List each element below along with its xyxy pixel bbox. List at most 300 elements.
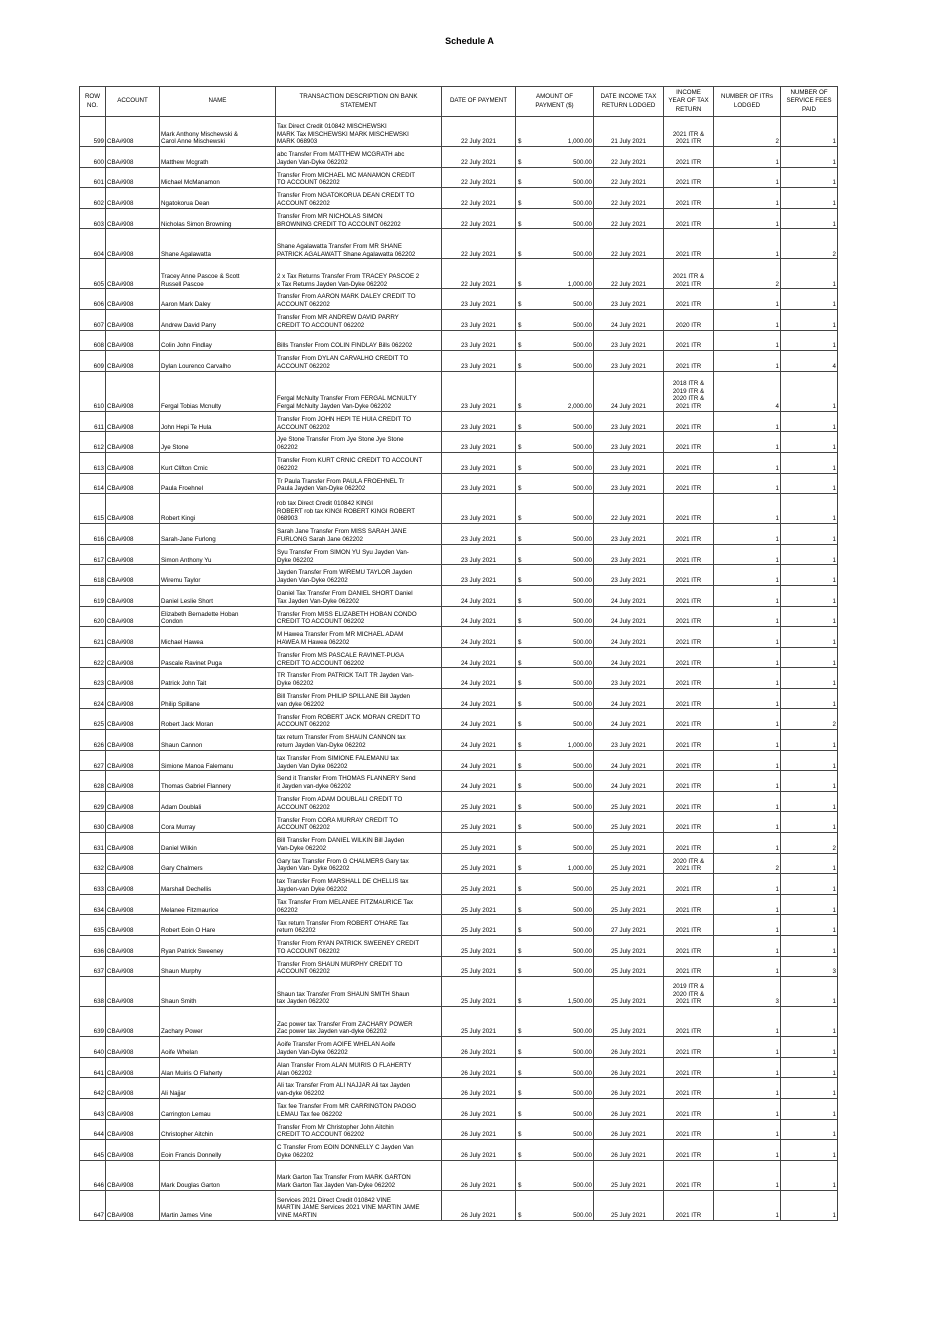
cell-amount bbox=[516, 812, 594, 833]
cell-num-itrs: 1 bbox=[714, 208, 781, 229]
table-row bbox=[80, 167, 838, 188]
cell-account: CBA#908 bbox=[106, 1140, 160, 1161]
cell-name: Robert Jack Moran bbox=[160, 709, 276, 730]
cell-amount bbox=[516, 833, 594, 854]
cell-date-of-payment: 22 July 2021 bbox=[442, 208, 516, 229]
cell-date-lodged: 24 July 2021 bbox=[594, 688, 664, 709]
cell-date-of-payment: 23 July 2021 bbox=[442, 565, 516, 586]
cell-name: Martin James Vine bbox=[160, 1190, 276, 1220]
cell-name: Cora Murray bbox=[160, 812, 276, 833]
cell-num-itrs: 1 bbox=[714, 1160, 781, 1190]
cell-num-itrs: 1 bbox=[714, 1057, 781, 1078]
header-date-lodged: DATE INCOME TAX RETURN LODGED bbox=[594, 87, 664, 117]
cell-income-year: 2019 ITR & 2020 ITR & 2021 ITR bbox=[664, 977, 714, 1007]
cell-amount bbox=[516, 915, 594, 936]
amount-value: 500.00 bbox=[573, 680, 592, 688]
amount-value: 500.00 bbox=[573, 721, 592, 729]
table-row bbox=[80, 452, 838, 473]
cell-date-of-payment: 24 July 2021 bbox=[442, 771, 516, 792]
cell-row-no: 625 bbox=[80, 709, 106, 730]
cell-date-of-payment: 23 July 2021 bbox=[442, 494, 516, 524]
cell-num-itrs: 1 bbox=[714, 668, 781, 689]
cell-row-no: 613 bbox=[80, 452, 106, 473]
cell-date-of-payment: 26 July 2021 bbox=[442, 1190, 516, 1220]
cell-description: Tax return Transfer From ROBERT O'HARE Tax return 062202 bbox=[276, 915, 442, 936]
cell-name: Michael Hawea bbox=[160, 627, 276, 648]
cell-account: CBA#908 bbox=[106, 730, 160, 751]
cell-income-year: 2021 ITR bbox=[664, 289, 714, 310]
amount-value: 500.00 bbox=[573, 535, 592, 543]
cell-name: Robert Eoin O Hare bbox=[160, 915, 276, 936]
cell-date-lodged: 27 July 2021 bbox=[594, 915, 664, 936]
cell-date-lodged: 25 July 2021 bbox=[594, 874, 664, 895]
table-row bbox=[80, 147, 838, 168]
cell-account: CBA#908 bbox=[106, 1119, 160, 1140]
cell-date-lodged: 24 July 2021 bbox=[594, 371, 664, 411]
cell-num-itrs: 2 bbox=[714, 259, 781, 289]
currency-symbol: $ bbox=[518, 423, 522, 431]
currency-symbol: $ bbox=[518, 597, 522, 605]
cell-name: Alan Muiris O Flaherty bbox=[160, 1057, 276, 1078]
cell-date-lodged: 25 July 2021 bbox=[594, 1160, 664, 1190]
cell-date-lodged: 26 July 2021 bbox=[594, 1057, 664, 1078]
cell-income-year: 2020 ITR bbox=[664, 309, 714, 330]
cell-date-of-payment: 23 July 2021 bbox=[442, 371, 516, 411]
cell-row-no: 646 bbox=[80, 1160, 106, 1190]
cell-date-of-payment: 24 July 2021 bbox=[442, 647, 516, 668]
amount-value: 500.00 bbox=[573, 597, 592, 605]
cell-account: CBA#908 bbox=[106, 1057, 160, 1078]
cell-description: tax return Transfer From SHAUN CANNON tax return Jayden Van-Dyke 062202 bbox=[276, 730, 442, 751]
table-row bbox=[80, 771, 838, 792]
cell-name: Matthew Mcgrath bbox=[160, 147, 276, 168]
cell-description: Shaun tax Transfer From SHAUN SMITH Shaun tax Jayden 062202 bbox=[276, 977, 442, 1007]
cell-income-year: 2021 ITR bbox=[664, 915, 714, 936]
cell-amount bbox=[516, 167, 594, 188]
amount-value: 500.00 bbox=[573, 577, 592, 585]
cell-income-year: 2021 ITR bbox=[664, 330, 714, 351]
cell-num-fees: 1 bbox=[781, 1160, 838, 1190]
cell-account: CBA#908 bbox=[106, 1190, 160, 1220]
cell-income-year: 2021 ITR & 2021 ITR bbox=[664, 117, 714, 147]
cell-income-year: 2021 ITR bbox=[664, 812, 714, 833]
cell-num-fees: 1 bbox=[781, 894, 838, 915]
cell-num-itrs: 1 bbox=[714, 1098, 781, 1119]
currency-symbol: $ bbox=[518, 556, 522, 564]
cell-amount bbox=[516, 585, 594, 606]
cell-date-lodged: 24 July 2021 bbox=[594, 750, 664, 771]
amount-value: 500.00 bbox=[573, 321, 592, 329]
cell-description: Transfer From JOHN HEPI TE HUIA CREDIT TO ACCOUNT 062202 bbox=[276, 411, 442, 432]
cell-row-no: 633 bbox=[80, 874, 106, 895]
cell-num-fees: 1 bbox=[781, 1190, 838, 1220]
cell-date-of-payment: 24 July 2021 bbox=[442, 668, 516, 689]
cell-name: Michael McManamon bbox=[160, 167, 276, 188]
cell-description: Alan Transfer From ALAN MUIRIS O FLAHERTY Alan 062202 bbox=[276, 1057, 442, 1078]
cell-row-no: 618 bbox=[80, 565, 106, 586]
cell-row-no: 610 bbox=[80, 371, 106, 411]
cell-num-itrs: 1 bbox=[714, 833, 781, 854]
cell-description: tax Transfer From SIMIONE FALEMANU tax Jayden Van Dyke 062202 bbox=[276, 750, 442, 771]
cell-row-no: 612 bbox=[80, 432, 106, 453]
cell-name: Mark Douglas Garton bbox=[160, 1160, 276, 1190]
cell-num-itrs: 1 bbox=[714, 647, 781, 668]
cell-date-of-payment: 26 July 2021 bbox=[442, 1119, 516, 1140]
cell-num-itrs: 1 bbox=[714, 791, 781, 812]
cell-account: CBA#908 bbox=[106, 473, 160, 494]
cell-amount bbox=[516, 956, 594, 977]
table-row bbox=[80, 432, 838, 453]
cell-num-fees: 1 bbox=[781, 874, 838, 895]
cell-account: CBA#908 bbox=[106, 208, 160, 229]
cell-date-lodged: 25 July 2021 bbox=[594, 1007, 664, 1037]
table-row bbox=[80, 606, 838, 627]
cell-date-of-payment: 23 July 2021 bbox=[442, 309, 516, 330]
cell-date-lodged: 23 July 2021 bbox=[594, 524, 664, 545]
currency-symbol: $ bbox=[518, 680, 522, 688]
table-row bbox=[80, 229, 838, 259]
cell-description: Transfer From MS PASCALE RAVINET-PUGA CREDIT TO ACCOUNT 062202 bbox=[276, 647, 442, 668]
cell-amount bbox=[516, 1007, 594, 1037]
cell-date-lodged: 21 July 2021 bbox=[594, 117, 664, 147]
cell-date-lodged: 24 July 2021 bbox=[594, 627, 664, 648]
cell-row-no: 599 bbox=[80, 117, 106, 147]
cell-name: Colin John Findlay bbox=[160, 330, 276, 351]
cell-account: CBA#908 bbox=[106, 188, 160, 209]
cell-row-no: 632 bbox=[80, 853, 106, 874]
cell-description: Transfer From KURT CRNIC CREDIT TO ACCOUNT 062202 bbox=[276, 452, 442, 473]
cell-date-of-payment: 23 July 2021 bbox=[442, 432, 516, 453]
cell-account: CBA#908 bbox=[106, 668, 160, 689]
cell-date-of-payment: 26 July 2021 bbox=[442, 1057, 516, 1078]
cell-num-itrs: 1 bbox=[714, 289, 781, 310]
currency-symbol: $ bbox=[518, 1069, 522, 1077]
currency-symbol: $ bbox=[518, 1028, 522, 1036]
cell-amount bbox=[516, 668, 594, 689]
cell-date-of-payment: 25 July 2021 bbox=[442, 977, 516, 1007]
header-num-fees: NUMBER OF SERVICE FEES PAID bbox=[781, 87, 838, 117]
cell-num-fees: 1 bbox=[781, 1098, 838, 1119]
header-row bbox=[80, 87, 838, 117]
cell-date-of-payment: 25 July 2021 bbox=[442, 853, 516, 874]
cell-income-year: 2021 ITR bbox=[664, 1037, 714, 1058]
cell-num-itrs: 1 bbox=[714, 688, 781, 709]
amount-value: 1,500.00 bbox=[567, 998, 592, 1006]
cell-date-lodged: 24 July 2021 bbox=[594, 647, 664, 668]
currency-symbol: $ bbox=[518, 1131, 522, 1139]
cell-income-year: 2021 ITR bbox=[664, 432, 714, 453]
cell-amount bbox=[516, 544, 594, 565]
cell-num-itrs: 1 bbox=[714, 309, 781, 330]
cell-description: Tax fee Transfer From MR CARRINGTON PAOGO LEMAU Tax fee 062202 bbox=[276, 1098, 442, 1119]
cell-income-year: 2021 ITR bbox=[664, 606, 714, 627]
cell-num-fees: 1 bbox=[781, 1078, 838, 1099]
table-row bbox=[80, 208, 838, 229]
cell-amount bbox=[516, 771, 594, 792]
cell-date-lodged: 22 July 2021 bbox=[594, 167, 664, 188]
cell-account: CBA#908 bbox=[106, 1160, 160, 1190]
amount-value: 500.00 bbox=[573, 200, 592, 208]
cell-num-fees: 1 bbox=[781, 977, 838, 1007]
cell-num-itrs: 1 bbox=[714, 1037, 781, 1058]
cell-description: Aoife Transfer From AOIFE WHELAN Aoife Jayden Van-Dyke 062202 bbox=[276, 1037, 442, 1058]
table-row bbox=[80, 812, 838, 833]
cell-num-fees: 1 bbox=[781, 188, 838, 209]
cell-num-fees: 2 bbox=[781, 229, 838, 259]
cell-description: Transfer From MISS ELIZABETH HOBAN CONDO CREDIT TO ACCOUNT 062202 bbox=[276, 606, 442, 627]
cell-name: Zachary Power bbox=[160, 1007, 276, 1037]
table-row bbox=[80, 1007, 838, 1037]
cell-date-of-payment: 25 July 2021 bbox=[442, 812, 516, 833]
cell-description: Transfer From Mr Christopher John Aitchin CREDIT TO ACCOUNT 062202 bbox=[276, 1119, 442, 1140]
amount-value: 500.00 bbox=[573, 1110, 592, 1118]
cell-row-no: 643 bbox=[80, 1098, 106, 1119]
cell-num-itrs: 1 bbox=[714, 452, 781, 473]
amount-value: 500.00 bbox=[573, 485, 592, 493]
cell-account: CBA#908 bbox=[106, 229, 160, 259]
cell-account: CBA#908 bbox=[106, 1037, 160, 1058]
cell-num-fees: 1 bbox=[781, 1037, 838, 1058]
cell-date-of-payment: 23 July 2021 bbox=[442, 544, 516, 565]
cell-row-no: 600 bbox=[80, 147, 106, 168]
cell-name: Shaun Murphy bbox=[160, 956, 276, 977]
cell-row-no: 622 bbox=[80, 647, 106, 668]
cell-amount bbox=[516, 1119, 594, 1140]
cell-income-year: 2021 ITR bbox=[664, 585, 714, 606]
currency-symbol: $ bbox=[518, 659, 522, 667]
cell-amount bbox=[516, 709, 594, 730]
cell-date-lodged: 26 July 2021 bbox=[594, 1098, 664, 1119]
cell-date-lodged: 25 July 2021 bbox=[594, 956, 664, 977]
cell-date-of-payment: 25 July 2021 bbox=[442, 915, 516, 936]
cell-description: Fergal McNulty Transfer From FERGAL MCNULTY Fergal McNulty Jayden Van-Dyke 062202 bbox=[276, 371, 442, 411]
cell-amount bbox=[516, 565, 594, 586]
cell-num-itrs: 1 bbox=[714, 411, 781, 432]
cell-income-year: 2021 ITR bbox=[664, 668, 714, 689]
currency-symbol: $ bbox=[518, 363, 522, 370]
cell-account: CBA#908 bbox=[106, 289, 160, 310]
cell-date-lodged: 23 July 2021 bbox=[594, 411, 664, 432]
cell-name: Pascale Ravinet Puga bbox=[160, 647, 276, 668]
currency-symbol: $ bbox=[518, 321, 522, 329]
cell-num-fees: 1 bbox=[781, 473, 838, 494]
cell-amount bbox=[516, 1057, 594, 1078]
cell-name: Aoife Whelan bbox=[160, 1037, 276, 1058]
cell-amount bbox=[516, 494, 594, 524]
cell-amount bbox=[516, 117, 594, 147]
cell-amount bbox=[516, 1140, 594, 1161]
cell-account: CBA#908 bbox=[106, 452, 160, 473]
cell-date-lodged: 23 July 2021 bbox=[594, 668, 664, 689]
cell-date-lodged: 26 July 2021 bbox=[594, 1078, 664, 1099]
cell-num-itrs: 1 bbox=[714, 544, 781, 565]
cell-date-lodged: 22 July 2021 bbox=[594, 259, 664, 289]
amount-value: 500.00 bbox=[573, 301, 592, 309]
cell-description: abc Transfer From MATTHEW MCGRATH abc Jayden Van-Dyke 062202 bbox=[276, 147, 442, 168]
cell-num-fees: 1 bbox=[781, 627, 838, 648]
cell-num-fees: 1 bbox=[781, 915, 838, 936]
table-row bbox=[80, 1057, 838, 1078]
table-row bbox=[80, 1037, 838, 1058]
currency-symbol: $ bbox=[518, 947, 522, 955]
amount-value: 500.00 bbox=[573, 1069, 592, 1077]
cell-date-lodged: 24 July 2021 bbox=[594, 771, 664, 792]
table-row bbox=[80, 1119, 838, 1140]
cell-description: rob tax Direct Credit 010842 KINGI ROBERT rob tax KINGI ROBERT KINGI ROBERT 068903 bbox=[276, 494, 442, 524]
cell-amount bbox=[516, 874, 594, 895]
cell-date-lodged: 23 July 2021 bbox=[594, 289, 664, 310]
currency-symbol: $ bbox=[518, 1212, 522, 1219]
amount-value: 500.00 bbox=[573, 783, 592, 791]
cell-date-lodged: 23 July 2021 bbox=[594, 565, 664, 586]
cell-date-of-payment: 24 July 2021 bbox=[442, 730, 516, 751]
amount-value: 500.00 bbox=[573, 250, 592, 258]
cell-name: Patrick John Tait bbox=[160, 668, 276, 689]
cell-name: Ryan Patrick Sweeney bbox=[160, 936, 276, 957]
cell-num-fees: 1 bbox=[781, 853, 838, 874]
amount-value: 500.00 bbox=[573, 464, 592, 472]
cell-num-fees: 1 bbox=[781, 771, 838, 792]
cell-date-of-payment: 23 July 2021 bbox=[442, 524, 516, 545]
cell-income-year: 2021 ITR bbox=[664, 894, 714, 915]
cell-num-fees: 4 bbox=[781, 351, 838, 372]
currency-symbol: $ bbox=[518, 220, 522, 228]
cell-income-year: 2021 ITR bbox=[664, 1190, 714, 1220]
cell-num-fees: 1 bbox=[781, 1007, 838, 1037]
cell-income-year: 2021 ITR bbox=[664, 188, 714, 209]
cell-income-year: 2021 ITR bbox=[664, 473, 714, 494]
currency-symbol: $ bbox=[518, 968, 522, 976]
cell-num-fees: 1 bbox=[781, 1140, 838, 1161]
cell-row-no: 626 bbox=[80, 730, 106, 751]
currency-symbol: $ bbox=[518, 638, 522, 646]
cell-description: Transfer From MR ANDREW DAVID PARRY CREDIT TO ACCOUNT 062202 bbox=[276, 309, 442, 330]
cell-income-year: 2021 ITR bbox=[664, 1140, 714, 1161]
table-row bbox=[80, 1078, 838, 1099]
amount-value: 500.00 bbox=[573, 363, 592, 370]
cell-account: CBA#908 bbox=[106, 330, 160, 351]
cell-amount bbox=[516, 894, 594, 915]
cell-num-fees: 1 bbox=[781, 668, 838, 689]
table-row bbox=[80, 977, 838, 1007]
cell-date-of-payment: 26 July 2021 bbox=[442, 1078, 516, 1099]
cell-date-lodged: 23 July 2021 bbox=[594, 473, 664, 494]
cell-account: CBA#908 bbox=[106, 544, 160, 565]
cell-description: Transfer From RYAN PATRICK SWEENEY CREDIT TO ACCOUNT 062202 bbox=[276, 936, 442, 957]
cell-name: Adam Doublali bbox=[160, 791, 276, 812]
cell-date-lodged: 23 July 2021 bbox=[594, 544, 664, 565]
cell-num-fees: 1 bbox=[781, 330, 838, 351]
cell-num-fees: 2 bbox=[781, 709, 838, 730]
cell-num-fees: 1 bbox=[781, 289, 838, 310]
cell-account: CBA#908 bbox=[106, 874, 160, 895]
cell-amount bbox=[516, 936, 594, 957]
cell-amount bbox=[516, 750, 594, 771]
cell-num-fees: 1 bbox=[781, 730, 838, 751]
cell-name: Sarah-Jane Furlong bbox=[160, 524, 276, 545]
cell-income-year: 2021 ITR bbox=[664, 874, 714, 895]
cell-row-no: 611 bbox=[80, 411, 106, 432]
cell-date-of-payment: 23 July 2021 bbox=[442, 330, 516, 351]
amount-value: 500.00 bbox=[573, 1182, 592, 1189]
cell-date-of-payment: 22 July 2021 bbox=[442, 259, 516, 289]
cell-num-itrs: 1 bbox=[714, 524, 781, 545]
cell-amount bbox=[516, 1160, 594, 1190]
cell-date-lodged: 25 July 2021 bbox=[594, 812, 664, 833]
cell-income-year: 2021 ITR bbox=[664, 1098, 714, 1119]
cell-row-no: 615 bbox=[80, 494, 106, 524]
cell-amount bbox=[516, 647, 594, 668]
cell-num-itrs: 2 bbox=[714, 117, 781, 147]
currency-symbol: $ bbox=[518, 906, 522, 914]
currency-symbol: $ bbox=[518, 741, 522, 749]
table-row bbox=[80, 188, 838, 209]
cell-income-year: 2021 ITR bbox=[664, 1078, 714, 1099]
cell-amount bbox=[516, 259, 594, 289]
amount-value: 500.00 bbox=[573, 179, 592, 187]
cell-date-lodged: 22 July 2021 bbox=[594, 147, 664, 168]
cell-num-fees: 1 bbox=[781, 494, 838, 524]
table-row bbox=[80, 709, 838, 730]
table-row bbox=[80, 956, 838, 977]
cell-row-no: 645 bbox=[80, 1140, 106, 1161]
cell-amount bbox=[516, 330, 594, 351]
cell-date-of-payment: 24 July 2021 bbox=[442, 750, 516, 771]
table-row bbox=[80, 833, 838, 854]
cell-account: CBA#908 bbox=[106, 750, 160, 771]
cell-num-fees: 1 bbox=[781, 791, 838, 812]
cell-name: Daniel Wilkin bbox=[160, 833, 276, 854]
cell-date-of-payment: 24 July 2021 bbox=[442, 606, 516, 627]
amount-value: 500.00 bbox=[573, 618, 592, 626]
table-row bbox=[80, 330, 838, 351]
cell-amount bbox=[516, 289, 594, 310]
cell-num-itrs: 1 bbox=[714, 1078, 781, 1099]
header-row-no: ROW NO. bbox=[80, 87, 106, 117]
cell-income-year: 2021 ITR bbox=[664, 627, 714, 648]
cell-row-no: 605 bbox=[80, 259, 106, 289]
cell-date-lodged: 24 July 2021 bbox=[594, 585, 664, 606]
table-row bbox=[80, 585, 838, 606]
cell-row-no: 623 bbox=[80, 668, 106, 689]
amount-value: 500.00 bbox=[573, 1049, 592, 1057]
cell-date-lodged: 23 July 2021 bbox=[594, 330, 664, 351]
cell-name: Kurt Clifton Crnic bbox=[160, 452, 276, 473]
cell-income-year: 2021 ITR bbox=[664, 494, 714, 524]
cell-name: Dylan Lourenco Carvalho bbox=[160, 351, 276, 372]
cell-income-year: 2020 ITR & 2021 ITR bbox=[664, 853, 714, 874]
cell-description: Services 2021 Direct Credit 010842 VINE MARTIN JAME Services 2021 VINE MARTIN JAME VINE MARTIN bbox=[276, 1190, 442, 1220]
cell-description: Transfer From CORA MURRAY CREDIT TO ACCOUNT 062202 bbox=[276, 812, 442, 833]
cell-account: CBA#908 bbox=[106, 147, 160, 168]
cell-income-year: 2021 ITR bbox=[664, 1119, 714, 1140]
currency-symbol: $ bbox=[518, 803, 522, 811]
amount-value: 500.00 bbox=[573, 659, 592, 667]
cell-row-no: 640 bbox=[80, 1037, 106, 1058]
cell-amount bbox=[516, 606, 594, 627]
cell-date-of-payment: 23 July 2021 bbox=[442, 289, 516, 310]
cell-account: CBA#908 bbox=[106, 688, 160, 709]
table-row bbox=[80, 1140, 838, 1161]
cell-description: Tr Paula Transfer From PAULA FROEHNEL Tr Paula Jayden Van-Dyke 062202 bbox=[276, 473, 442, 494]
cell-row-no: 614 bbox=[80, 473, 106, 494]
cell-account: CBA#908 bbox=[106, 351, 160, 372]
currency-symbol: $ bbox=[518, 1110, 522, 1118]
cell-num-fees: 1 bbox=[781, 1057, 838, 1078]
cell-amount bbox=[516, 188, 594, 209]
cell-num-fees: 2 bbox=[781, 833, 838, 854]
cell-row-no: 628 bbox=[80, 771, 106, 792]
